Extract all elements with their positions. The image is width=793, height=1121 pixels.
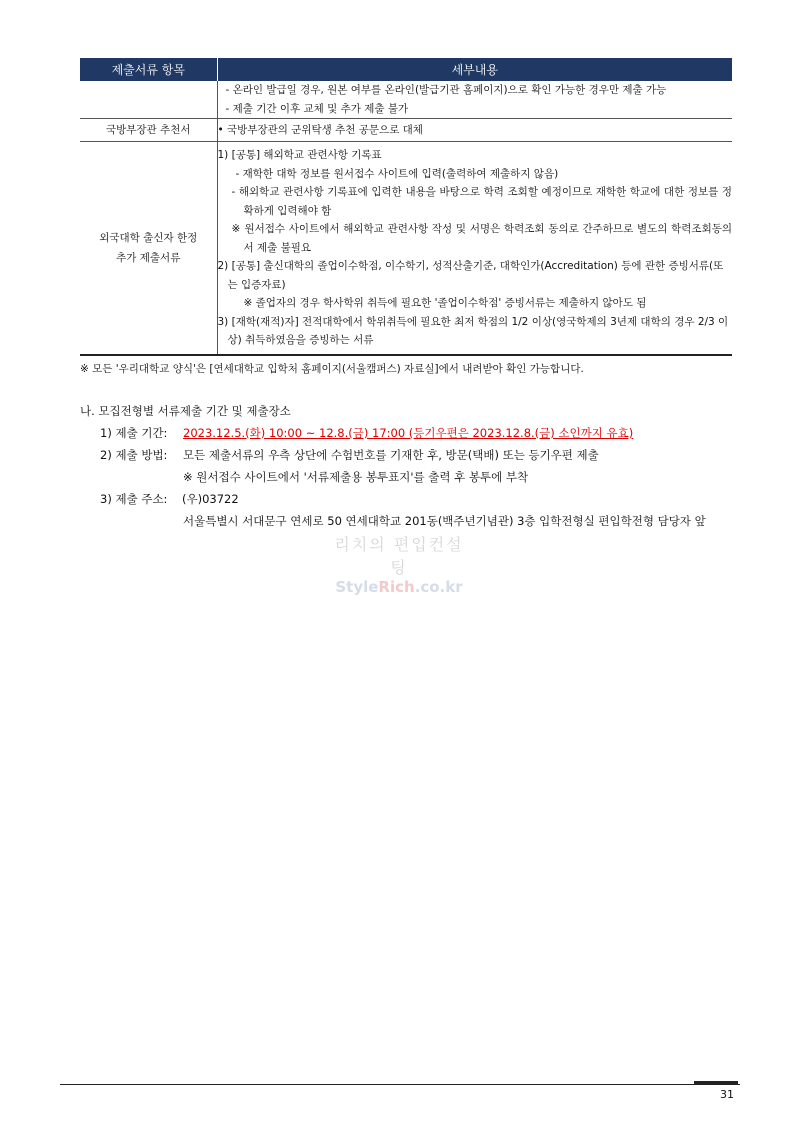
row-details (217, 81, 732, 119)
method-note-row (80, 466, 740, 488)
detail-line: - 해외학교 관련사항 기록표에 입력한 내용을 바탕으로 학력 조회할 예정이므로 재학한 학교에 대한 정보를 정확하게 입력해야 함 (231, 186, 732, 217)
detail-line: 1) [공통] 해외학교 관련사항 기록표 (217, 149, 382, 161)
period-label: 1) 제출 기간: (100, 426, 168, 440)
method-row (80, 444, 740, 466)
watermark-site (326, 578, 472, 596)
row-category (80, 119, 217, 142)
address-zip: (우)03722 (182, 492, 239, 506)
header-details: 세부내용 (217, 58, 732, 81)
method-note: ※ 원서접수 사이트에서 '서류제출용 봉투표지'를 출력 후 봉투에 부착 (183, 470, 529, 484)
watermark-site-b: Rich (378, 578, 415, 596)
table-row (80, 142, 732, 355)
category-label: 국방부장관 추천서 (106, 124, 191, 136)
detail-line: 3) [재학(재적)자] 전적대학에서 학위취득에 필요한 최저 학점의 1/2 이상(영국학제의 3년제 대학의 경우 2/3 이상) 취득하였음을 증빙하는 서류 (217, 315, 729, 346)
address-detail-row (80, 510, 740, 532)
watermark-site-c: .co.kr (414, 578, 463, 596)
detail-line: ※ 졸업자의 경우 학사학위 취득에 필요한 '졸업이수학점' 증빙서류는 제출하지 않아도 됨 (243, 297, 647, 309)
row-details (217, 142, 732, 355)
period-value: 2023.12.5.(화) 10:00 ~ 12.8.(금) 17:00 (등기우편은 2023.12.8.(금) 소인까지 유효) (183, 426, 634, 440)
detail-line: 2) [공통] 출신대학의 졸업이수학점, 이수학기, 성적산출기준, 대학인가(Accreditation) 등에 관한 증빙서류(또는 입증자료) (217, 260, 724, 291)
category-label: 추가 제출서류 (116, 251, 181, 264)
detail-line: - 재학한 대학 정보를 원서접수 사이트에 입력(출력하여 제출하지 않음) (235, 167, 559, 180)
table-row (80, 81, 732, 119)
period-row (80, 422, 740, 444)
table-row (80, 119, 732, 142)
footer-divider (60, 1084, 740, 1085)
detail-line: - 제출 기간 이후 교체 및 추가 제출 불가 (225, 102, 409, 115)
address-value: 서울특별시 서대문구 연세로 50 연세대학교 201동(백주년기념관) 3층 입학전형실 편입학전형 담당자 앞 (183, 514, 706, 528)
detail-line: ※ 원서접수 사이트에서 해외학교 관련사항 작성 및 서명은 학력조회 동의로 간주하므로 별도의 학력조회동의서 제출 불필요 (231, 223, 732, 254)
submission-period-section (80, 400, 740, 532)
section-heading: 나. 모집전형별 서류제출 기간 및 제출장소 (80, 404, 291, 418)
watermark-text: 리치의 편입컨설팅 (334, 535, 464, 577)
watermark (326, 532, 472, 596)
table-footnote: ※ 모든 '우리대학교 양식'은 [연세대학교 입학처 홈페이지(서울캠퍼스) 자료실]에서 내려받아 확인 가능합니다. (80, 363, 584, 375)
submission-documents-table (80, 58, 732, 356)
method-label: 2) 제출 방법: (100, 448, 168, 462)
page-number: 31 (720, 1088, 734, 1101)
header-document-item: 제출서류 항목 (80, 58, 217, 81)
address-label: 3) 제출 주소: (100, 492, 168, 506)
address-row (80, 488, 740, 510)
category-label: 외국대학 출신자 한정 (99, 231, 198, 244)
row-details (217, 119, 732, 142)
row-category (80, 142, 217, 355)
footer-accent-bar (694, 1081, 738, 1084)
row-category (80, 81, 217, 119)
method-value: 모든 제출서류의 우측 상단에 수험번호를 기재한 후, 방문(택배) 또는 등기우편 제출 (183, 448, 599, 462)
detail-line: • 국방부장관의 군위탁생 추천 공문으로 대체 (217, 123, 423, 136)
detail-line: - 온라인 발급일 경우, 원본 여부를 온라인(발급기관 홈페이지)으로 확인 가능한 경우만 제출 가능 (225, 84, 667, 96)
watermark-site-a: Style (335, 578, 379, 596)
